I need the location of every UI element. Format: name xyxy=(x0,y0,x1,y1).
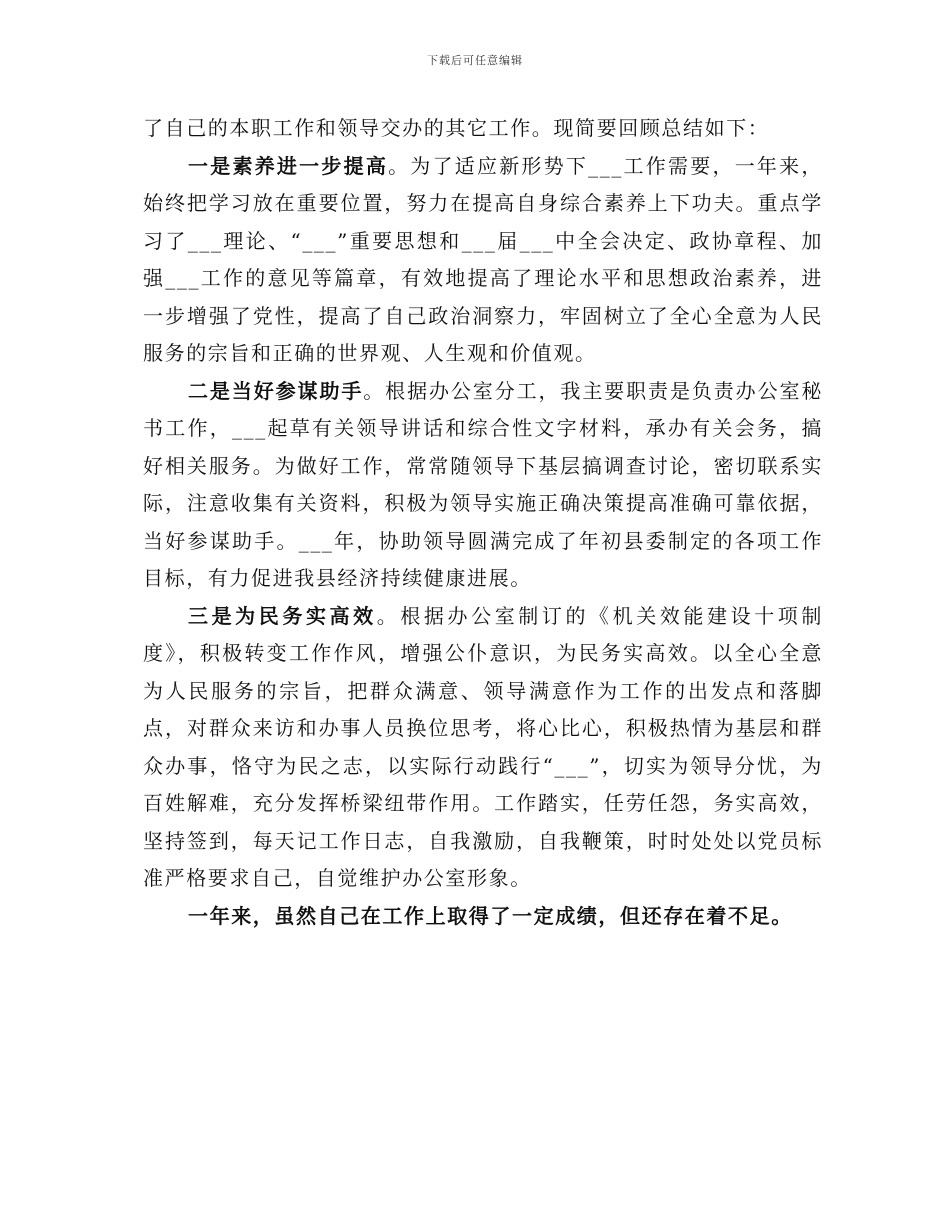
paragraph-text: 了自己的本职工作和领导交办的其它工作。现简要回顾总结如下： xyxy=(143,116,770,140)
paragraph-service xyxy=(143,598,823,898)
page-header: 下载后可任意编辑 xyxy=(427,54,523,67)
paragraph-advisor xyxy=(143,373,823,598)
paragraph-lead: 一是素养进一步提高 xyxy=(188,153,389,178)
paragraph-quality xyxy=(143,148,823,373)
paragraph-text: 。根据办公室制订的《机关效能建设十项制度》，积极转变工作作风，增强公仆意识，为民务实高效。以全心全意为人民服务的宗旨，把群众满意、领导满意作为工作的出发点和落脚点，对群众来访和办事人员换位思考，将心比心，积极热情为基层和群众办事，恪守为民之志，以实际行动践行“___”，切实为领导分忧，为百姓解难，充分发挥桥梁纽带作用。工作踏实，任劳任怨，务实高效，坚持签到，每天记工作日志，自我激励，自我鞭策，时时处处以党员标准严格要求自己，自觉维护办公室形象。 xyxy=(143,603,823,890)
paragraph-lead: 三是为民务实高效 xyxy=(188,603,377,628)
paragraph-closing: 一年来，虽然自己在工作上取得了一定成绩，但还存在着不足。 xyxy=(188,903,793,928)
paragraph-text: 。为了适应新形势下___工作需要，一年来，始终把学习放在重要位置，努力在提高自身综合素养上下功夫。重点学习了___理论、“___”重要思想和___届___中全会决定、政协章程、加强___工作的意见等篇章，有效地提高了理论水平和思想政治素养，进一步增强了党性，提高了自己政治洞察力，牢固树立了全心全意为人民服务的宗旨和正确的世界观、人生观和价值观。 xyxy=(143,153,823,365)
paragraph-intro-continuation xyxy=(143,110,823,148)
paragraph-text: 。根据办公室分工，我主要职责是负责办公室秘书工作，___起草有关领导讲话和综合性文字材料，承办有关会务，搞好相关服务。为做好工作，常常随领导下基层搞调查讨论，密切联系实际，注意收集有关资料，积极为领导实施正确决策提高准确可靠依据，当好参谋助手。___年，协助领导圆满完成了年初县委制定的各项工作目标，有力促进我县经济持续健康进展。 xyxy=(143,378,823,590)
paragraph-lead: 二是当好参谋助手 xyxy=(188,378,364,403)
document-body xyxy=(143,110,823,935)
